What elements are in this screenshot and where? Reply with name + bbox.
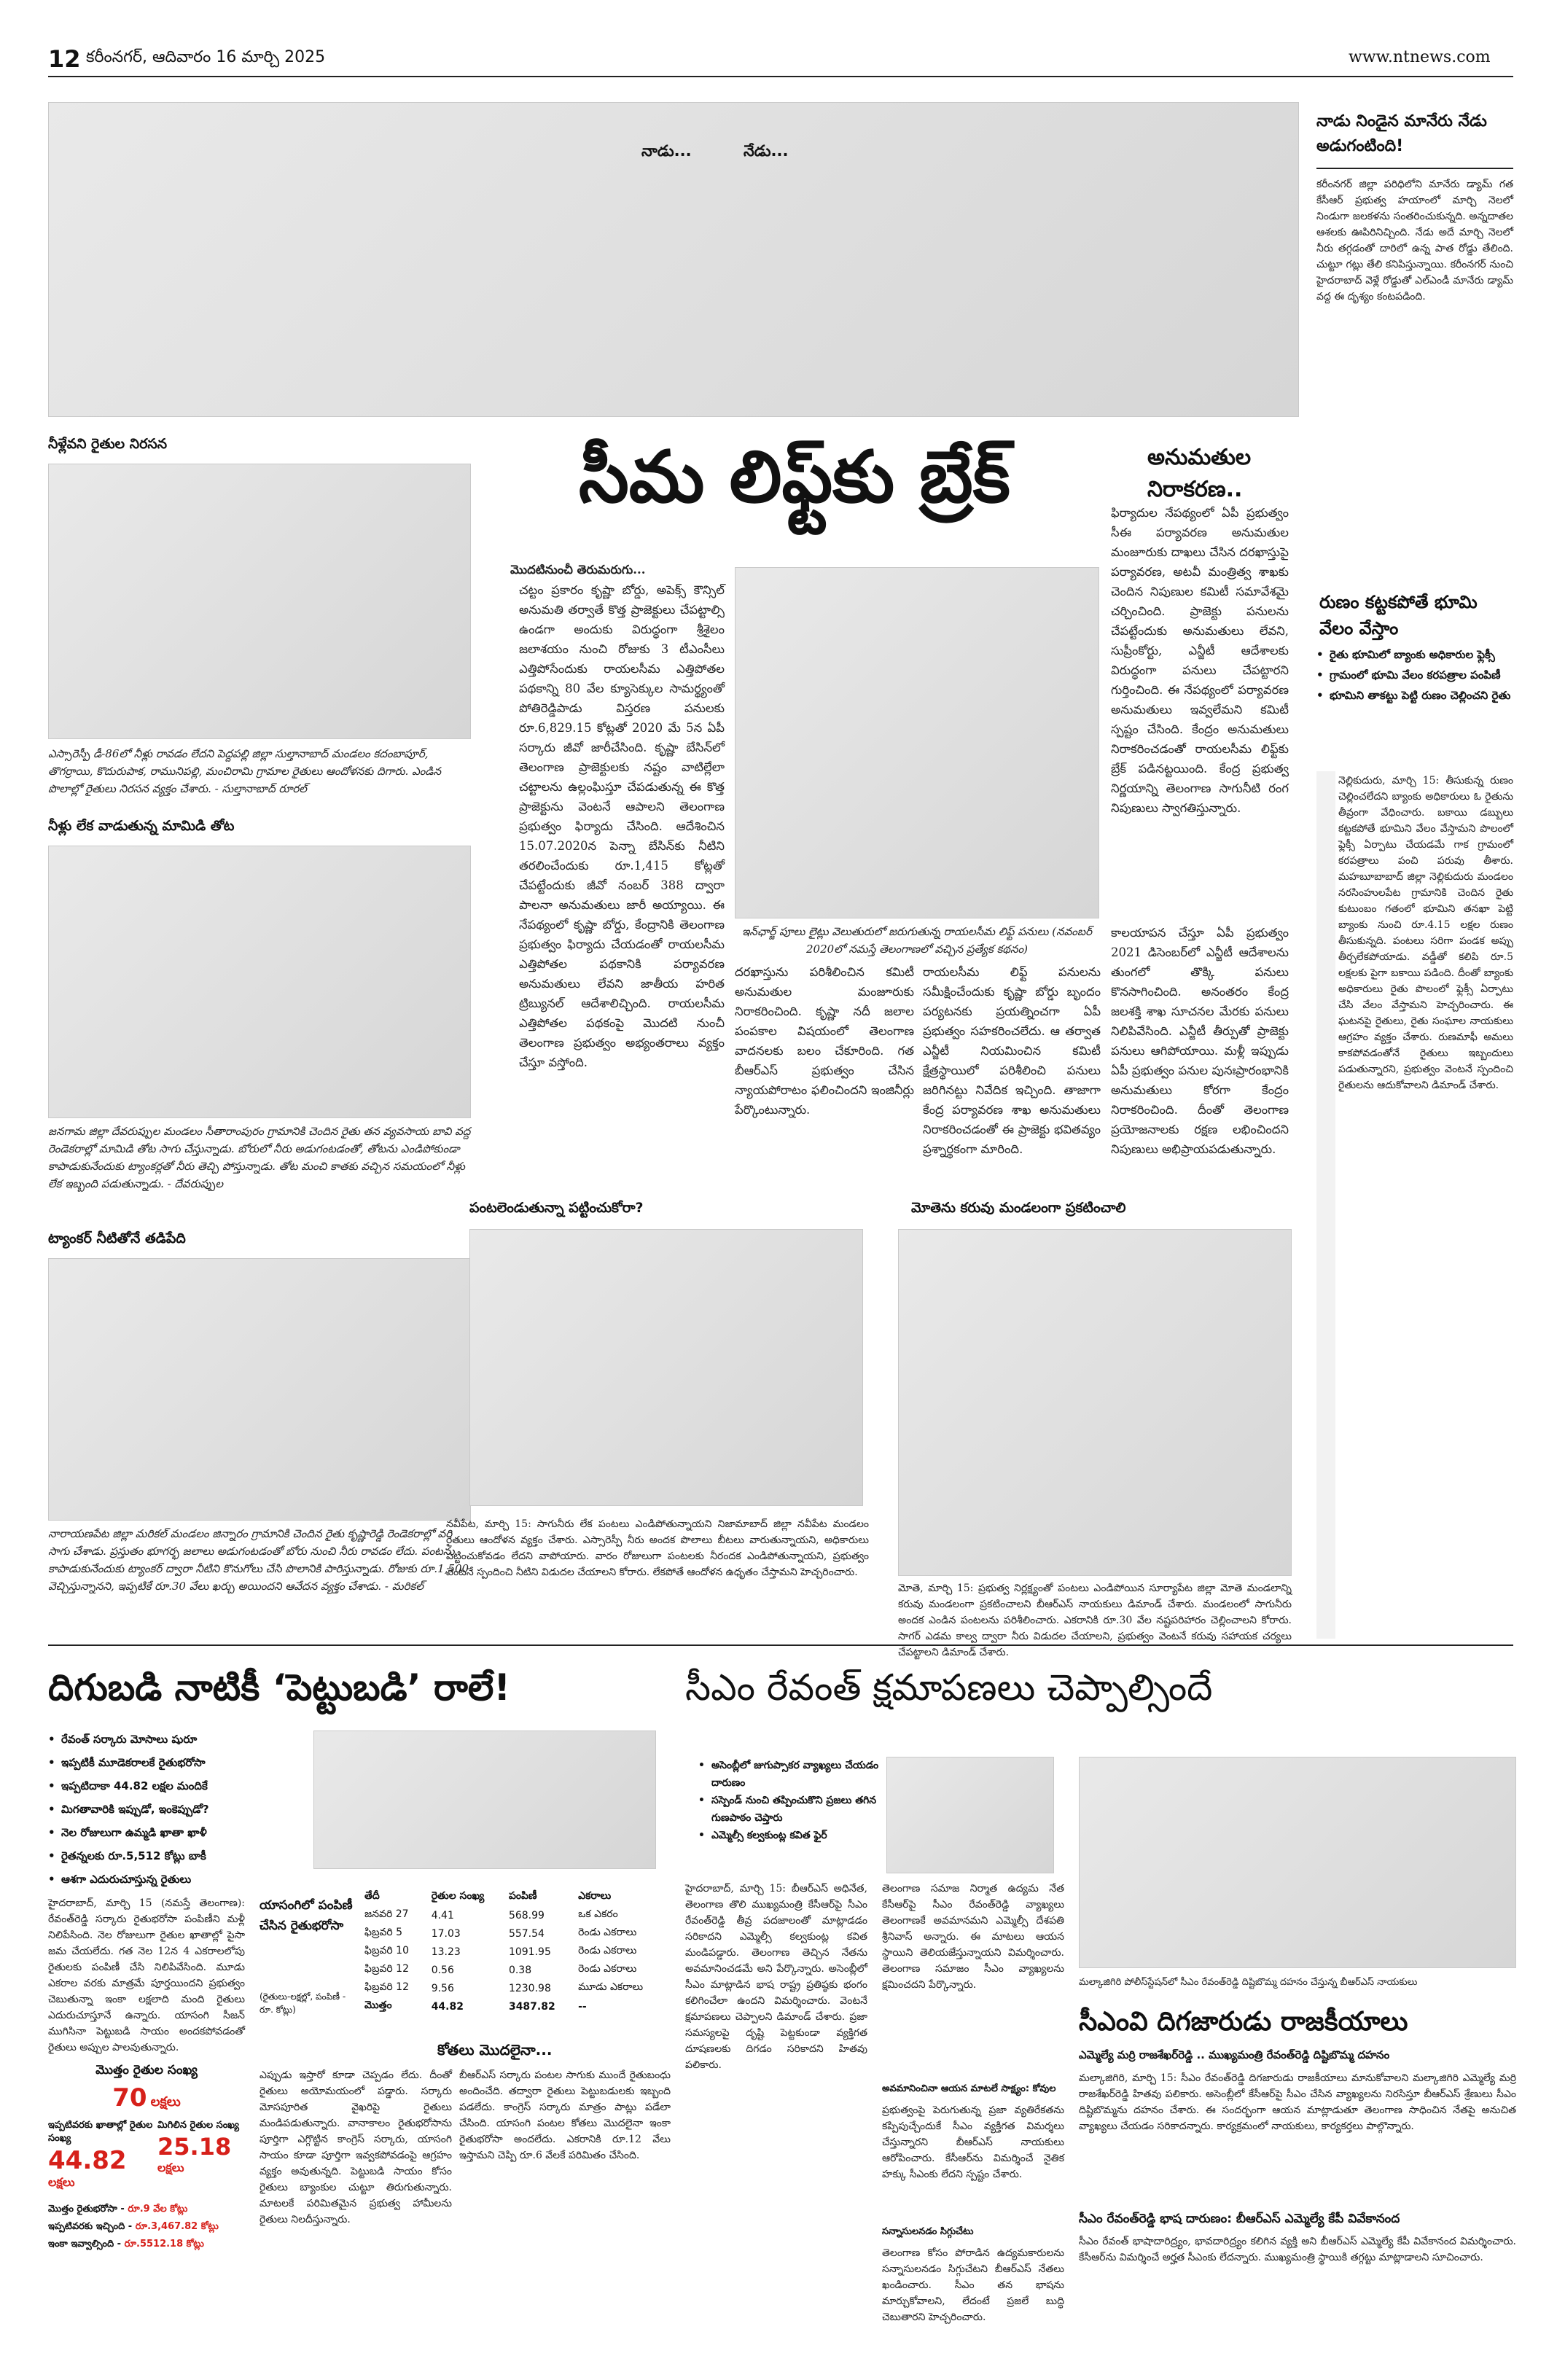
manair-text: కరీంనగర్ జిల్లా పరిధిలోని మానేరు డ్యామ్ గత కేసీఆర్ ప్రభుత్వ హయాంలో మార్చి నెలలో నిండుగా జలకళను సంతరించుకున్నది. అన్నదాతల ఆశలకు ఊపిరినిచ్చింది. నేడు అదే మార్చి నెలలో నీరు తగ్గడంతో దారిలో ఉన్న పాత రోడ్డు తేలింది. చుట్టూ గట్లు తేలి కనిపిస్తున్నాయి. కరీంనగర్ నుంచి హైదరాబాద్ వెళ్లే రోడ్డుతో ఎల్ఎండీ మానేరు డ్యామ్ వద్ద ఈ దృశ్యం కంటపడింది. — [1316, 179, 1513, 303]
table-cell: మూడు ఎకరాలు — [578, 1981, 644, 1993]
table-row — [360, 1979, 666, 1997]
stats-paid-unit: లక్షలు — [48, 2175, 75, 2189]
stats-box — [48, 2063, 245, 2365]
runam-photo — [1316, 771, 1335, 1639]
deshpati-text: తెలంగాణ సమాజ నిర్మాత ఉద్యమ నేత కేసీఆర్‌పై సీఎం రేవంత్‌రెడ్డి వ్యాఖ్యలు తెలంగాణకే అవమానమని ఎమ్మెల్సీ దేశపతి శ్రీనివాస్ అన్నారు. ఈ మాటలు ఆయన స్థాయిని తెలియజేస్తున్నాయని విమర్శించారు. తెలంగాణ సమాజం సీఎం వ్యాఖ్యలను క్షమించదని పేర్కొన్నారు. — [882, 1883, 1064, 1991]
tanker-photo — [48, 1258, 471, 1521]
digubadi-photo — [313, 1731, 656, 1869]
revanth-headline: సీఎం రేవంత్ క్షమాపణలు చెప్పాల్సిందే — [685, 1666, 1213, 1709]
runam-bullet: • రైతు భూమిలో బ్యాంకు అధికారుల ఫ్లెక్సీ — [1316, 644, 1515, 665]
table-cell: 4.41 — [431, 1909, 454, 1921]
stats-rem-label: మిగిలిన రైతుల సంఖ్య — [157, 2120, 239, 2131]
table-cell: ఒక ఎకరం — [578, 1908, 618, 1920]
manair-title: నాడు నిండైన మానేరు నేడు అడుగంటింది! — [1316, 112, 1487, 155]
stats-rem-unit: లక్షలు — [157, 2161, 184, 2174]
kovula-title: అవమానించినా ఆయన మాటలే సాక్ష్యం: కోవుల — [882, 2083, 1056, 2094]
table-cell: ఫిబ్రవరి 12 — [364, 1981, 409, 1993]
table-row — [360, 1961, 666, 1979]
main-subhead: అనుమతుల నిరాకరణ.. — [1147, 445, 1252, 502]
table-cell: ఫిబ్రవరి 10 — [364, 1945, 409, 1956]
site-url[interactable]: www.ntnews.com — [1349, 48, 1491, 66]
table-cell: 557.54 — [508, 1927, 545, 1940]
table-row — [360, 1924, 666, 1943]
side-label-tanker: ట్యాంకర్ నీటితోనే తడిపేది — [48, 1230, 186, 1246]
main-col4: దరఖాస్తును పరిశీలించిన కమిటీ అనుమతుల మంజూరుకు నిరాకరించింది. కృష్ణా నదీ జలాల పంపకాల విషయంలో తెలంగాణ వాదనలకు బలం చేకూరింది. గత బీఆర్ఎస్ ప్రభుత్వం చేసిన న్యాయపోరాటం ఫలించిందని ఇంజినీర్లు పేర్కొంటున్నారు. — [735, 965, 914, 1117]
digubadi-bullets — [48, 1728, 296, 1891]
stats-paid: 44.82 — [48, 2146, 127, 2175]
photo-label-now: నేడు... — [744, 142, 789, 160]
sanna-text: తెలంగాణ కోసం పోరాడిన ఉద్యమకారులను సన్నాసులనడం సిగ్గుచేటని బీఆర్ఎస్ నేతలు ఖండించారు. సీఎం తన భాషను మార్చుకోవాలని, లేదంటే ప్రజలే బుద్ధి చెబుతారని హెచ్చరించారు. — [882, 2247, 1064, 2323]
rajakeeya-headline: సీఎంవి దిగజారుడు రాజకీయాలు — [1079, 2007, 1408, 2037]
table-row — [360, 1943, 666, 1961]
table-cell: రెండు ఎకరాలు — [578, 1963, 637, 1975]
table-cell: రెండు ఎకరాలు — [578, 1945, 637, 1956]
side-label-pantalu: పంటలెండుతున్నా పట్టించుకోరా? — [469, 1200, 644, 1216]
header-rule — [48, 76, 1513, 77]
revanth-bullets — [698, 1757, 881, 1844]
stats-total: 70 — [112, 2083, 147, 2112]
revanth-text: హైదరాబాద్, మార్చి 15: బీఆర్ఎస్ అధినేత, తెలంగాణ తొలి ముఖ్యమంత్రి కేసీఆర్‌పై సీఎం రేవంత్‌రెడ్డి తీవ్ర పదజాలంతో మాట్లాడడం సరికాదని ఎమ్మెల్సీ కల్వకుంట్ల కవిత మండిపడ్డారు. తెలంగాణ తెచ్చిన నేతను అవమానించడమే అని పేర్కొన్నారు. అసెంబ్లీలో సీఎం మాట్లాడిన భాష రాష్ట్ర ప్రతిష్ఠకు భంగం కలిగించేలా ఉందని విమర్శించారు. వెంటనే క్షమాపణలు చెప్పాలని డిమాండ్ చేశారు. ప్రజా సమస్యలపై దృష్టి పెట్టకుండా వ్యక్తిగత దూషణలకు దిగడం సరికాదని హితవు పలికారు. — [685, 1883, 867, 2071]
runam-title: రుణం కట్టకపోతే భూమి వేలం వేస్తాం — [1319, 592, 1478, 639]
stats-paid-label: ఇప్పటివరకు ఖాతాల్లో రైతుల సంఖ్య — [48, 2120, 153, 2144]
table-cell: జనవరి 27 — [364, 1908, 409, 1920]
digubadi-text2: బీఆర్ఎస్ సర్కారు పంటల సాగుకు ముందే రైతుబంధు అందించేది. తద్వారా రైతులు పెట్టుబడులకు ఇబ్బంది పడలేదు. కాంగ్రెస్ సర్కారు మాత్రం పాట్లు పడేలా చేసింది. యాసంగి పంటల కోతలు మొదలైనా ఇంకా రైతుభరోసా అందలేదు. ఎకరానికి రూ.12 వేలు ఇస్తామని చెప్పి రూ.6 వేలకే పరిమితం చేసింది. — [459, 2069, 671, 2161]
digubadi-bullet: • ఇప్పటిదాకా 44.82 లక్షల మందికే — [48, 1774, 296, 1798]
mango-caption: జనగామ జిల్లా దేవరుప్పుల మండలం సీతారాంపురం గ్రామానికి చెందిన రైతు తన వ్యవసాయ బావి వద్ద రెండెకరాల్లో మామిడి తోట సాగు చేస్తున్నాడు. బోరులో నీరు అడుగంటడంతో, తోటను ఎండిపోకుండా కాపాడుకునేందుకు ట్యాంకర్లతో నీరు తెచ్చి పోస్తున్నాడు. తోట మంచి కాతకు వచ్చిన సమయంలో నీళ్లు లేక ఇబ్బంది పడుతున్నాడు. - దేవరుప్పుల — [48, 1125, 471, 1190]
digubadi-bullet: • రేవంత్ సర్కారు మోసాలు షురూ — [48, 1728, 296, 1751]
pantalu-text: నవీపేట, మార్చి 15: సాగునీరు లేక పంటలు ఎండిపోతున్నాయని నిజామాబాద్ జిల్లా నవీపేట మండలం రైతులు ఆందోళన వ్యక్తం చేశారు. ఎస్సారెస్పీ నీరు అందక పొలాలు బీటలు వారుతున్నాయని, అధికారులు పట్టించుకోవడం లేదని వాపోయారు. వారం రోజులుగా పంటలకు నీరందక ఎండిపోతున్నాయని, ప్రభుత్వం వెంటనే స్పందించి నీటిని విడుదల చేయాలని కోరారు. లేకపోతే ఆందోళన ఉధృతం చేస్తామని హెచ్చరించారు. — [446, 1518, 869, 1578]
tanker-caption: నారాయణపేట జిల్లా మరికల్ మండలం జిన్నారం గ్రామానికి చెందిన రైతు కృష్ణారెడ్డి రెండెకరాల్లో వరి సాగు చేశాడు. ప్రస్తుతం భూగర్భ జలాలు అడుగంటడంతో బోరు నుంచి నీరు రావడం లేదు. పంటను కాపాడుకునేందుకు ట్యాంకర్ ద్వారా నీటిని కొనుగోలు చేసి పొలానికి పారిస్తున్నాడు. రోజుకు రూ.1,500 వెచ్చిస్తున్నానని, ఇప్పటికే రూ.30 వేలు ఖర్చు అయిందని ఆవేదన వ్యక్తం చేశాడు. - మరికల్ — [48, 1527, 469, 1593]
vivek-title: సీఎం రేవంత్‌రెడ్డి భాష దారుణం: బీఆర్ఎస్ ఎమ్మెల్యే కేపీ వివేకానంద — [1079, 2212, 1400, 2226]
table-cell: మొత్తం — [364, 1999, 392, 2011]
table-cell: రెండు ఎకరాలు — [578, 1927, 637, 1938]
mothe-photo — [898, 1229, 1292, 1576]
side-label-nilla: నీళ్లేవని రైతుల నిరసన — [48, 436, 168, 452]
table-head: ఎకరాలు — [578, 1890, 612, 1902]
main-headline: సీమ లిఫ్ట్‌కు బ్రేక్ — [579, 436, 1010, 519]
photo-label-then: నాడు... — [641, 142, 692, 160]
kavitha-photo — [886, 1757, 1054, 1873]
effigy-photo — [1079, 1757, 1516, 1968]
rajakeeya-text: మల్కాజిగిరి, మార్చి 15: సీఎం రేవంత్‌రెడ్డి దిగజారుడు రాజకీయాలు మానుకోవాలని మల్కాజిగిరి ఎమ్మెల్యే మర్రి రాజశేఖర్‌రెడ్డి హితవు పలికారు. అసెంబ్లీలో కేసీఆర్‌పై సీఎం చేసిన వ్యాఖ్యలను నిరసిస్తూ బీఆర్ఎస్ శ్రేణులు సీఎం దిష్టిబొమ్మను దహనం చేశారు. ఈ సందర్భంగా ఆయన మాట్లాడుతూ తెలంగాణ సాధించిన నేతపై అనుచిత వ్యాఖ్యలు చేయడం సరికాదన్నారు. కార్యక్రమంలో నాయకులు, కార్యకర్తలు పాల్గొన్నారు. — [1079, 2072, 1516, 2132]
side-label-mothe: మోతెను కరువు మండలంగా ప్రకటించాలి — [911, 1200, 1126, 1216]
dateline: కరీంనగర్, ఆదివారం 16 మార్చి 2025 — [86, 48, 326, 66]
digubadi-bullet: • ఆశగా ఎదురుచూస్తున్న రైతులు — [48, 1868, 296, 1891]
table-head: పంపిణీ — [508, 1890, 537, 1902]
main-kicker: మొదటినుంచీ తెరుమరుగు... — [510, 563, 646, 577]
stats-rem: 25.18 — [157, 2133, 232, 2161]
digubadi-text1: హైదరాబాద్, మార్చి 15 (నమస్తే తెలంగాణ): రేవంత్‌రెడ్డి సర్కారు రైతుభరోసా పంపిణీని మళ్లీ నిలిపేసింది. నెల రోజులుగా రైతుల ఖాతాల్లో పైసా జమ చేయలేదు. గత నెల 12న 4 ఎకరాలలోపు రైతులకు పంపిణీ చేసి నిలిపివేసింది. మూడు ఎకరాల వరకు మాత్రమే పూర్తయిందని ప్రభుత్వం చెబుతున్నా ఇంకా లక్షలాది మంది రైతులు ఎదురుచూస్తూనే ఉన్నారు. యాసంగి సీజన్ ముగిసినా పెట్టుబడి సాయం అందకపోవడంతో రైతులు అప్పుల పాలవుతున్నారు. — [48, 1897, 245, 2053]
digubadi-bullet: • ఇప్పటికీ మూడెకరాలకే రైతుభరోసా — [48, 1751, 296, 1774]
runam-text: నెల్లికుదురు, మార్చి 15: తీసుకున్న రుణం చెల్లించలేదని బ్యాంకు అధికారులు ఓ రైతును తీవ్రంగా వేధించారు. బకాయి డబ్బులు కట్టకపోతే భూమిని వేలం వేస్తామని పొలంలో ఫ్లెక్సీ ఏర్పాటు చేయడమే గాక గ్రామంలో కరపత్రాలు పంచి పరువు తీశారు. మహబూబాబాద్ జిల్లా నెల్లికుదురు మండలం నరసింహులపేట గ్రామానికి చెందిన రైతు కుటుంబం గతంలో భూమిని తనఖా పెట్టి బ్యాంకు నుంచి రూ.4.15 లక్షల రుణం తీసుకున్నది. పంటలు సరిగా పండక అప్పు తీర్చలేకపోయాడు. వడ్డీతో కలిపి రూ.5 లక్షలకు పైగా బకాయి పడింది. దీంతో బ్యాంకు అధికారులు రైతు పొలంలో ఫ్లెక్సీ ఏర్పాటు చేసి వేలం వేస్తామని హెచ్చరించారు. ఈ ఘటనపై రైతులు, రైతు సంఘాల నాయకులు ఆగ్రహం వ్యక్తం చేశారు. రుణమాఫీ అమలు కాకపోవడంతోనే రైతులు ఇబ్బందులు పడుతున్నారని, ప్రభుత్వం వెంటనే స్పందించి రైతులను ఆదుకోవాలని డిమాండ్ చేశారు. — [1338, 775, 1513, 1091]
digubadi-bullet: • నెల రోజులుగా ఉమ్మడి ఖాతా ఖాళీ — [48, 1821, 296, 1844]
lift-photo — [735, 567, 1099, 918]
stats-total-label: మొత్తం రైతుల సంఖ్య — [95, 2063, 198, 2077]
table-cell: 0.56 — [431, 1964, 454, 1976]
table-row — [360, 1997, 666, 2016]
page-number: 12 — [48, 45, 81, 73]
table-cell: 568.99 — [508, 1909, 545, 1921]
revanth-bullet: • సస్పెండ్ నుంచి తప్పించుకొని ప్రజలు తగిన గుణపాఠం చెప్తారు — [698, 1792, 881, 1827]
table-cell: 0.38 — [508, 1964, 532, 1976]
kovula-text: ప్రభుత్వంపై పెరుగుతున్న ప్రజా వ్యతిరేకతను కప్పిపుచ్చేందుకే సీఎం వ్యక్తిగత విమర్శలు చేస్తున్నారని బీఆర్ఎస్ నాయకులు ఆరోపించారు. కేసీఆర్‌ను విమర్శించే నైతిక హక్కు సీఎంకు లేదని స్పష్టం చేశారు. — [882, 2104, 1064, 2180]
protest-photo — [48, 464, 471, 739]
table-cell: ఫిబ్రవరి 12 — [364, 1963, 409, 1975]
table-cell: 13.23 — [431, 1946, 461, 1958]
main-col2: ఫిర్యాదుల నేపథ్యంలో ఏపీ ప్రభుత్వం సీఈ పర్యావరణ అనుమతుల మంజూరుకు దాఖలు చేసిన దరఖాస్తుపై పర్యావరణ, అటవీ మంత్రిత్వ శాఖకు చెందిన నిపుణుల కమిటీ సమావేశమై చర్చించింది. ప్రాజెక్టు పనులను చేపట్టేందుకు అనుమతులు లేవని, సుప్రీంకోర్టు, ఎన్జీటీ ఆదేశాలకు విరుద్ధంగా పనులు చేపట్టారని గుర్తించింది. ఈ నేపథ్యంలో పర్యావరణ అనుమతులు ఇవ్వలేమని కమిటీ స్పష్టం చేసింది. కేంద్రం అనుమతులు నిరాకరించడంతో రాయలసీమ లిఫ్ట్‌కు బ్రేక్ పడినట్టయింది. కేంద్ర ప్రభుత్వ నిర్ణయాన్ని తెలంగాణ సాగునీటి రంగ నిపుణులు స్వాగతిస్తున్నారు. — [1111, 506, 1289, 815]
protest-caption: ఎస్సారెస్పీ డీ-86లో నీళ్లు రావడం లేదని పెద్దపల్లి జిల్లా సుల్తానాబాద్ మండలం కదంబాపూర్, తొగర్రాయి, కొదురుపాక, రామునిపల్లి, మంచిరామి గ్రామాల రైతులు ఆందోళనకు దిగారు. ఎండిన పొలాల్లో రైతులు నిరసన వ్యక్తం చేశారు. - సుల్తానాబాద్ రూరల్ — [48, 747, 442, 795]
stats-paid-amt-label: ఇప్పటివరకు ఇచ్చింది - — [48, 2221, 133, 2232]
table-cell: 44.82 — [431, 2000, 464, 2013]
main-col3: కాలయాపన చేస్తూ ఏపీ ప్రభుత్వం 2021 డిసెంబర్‌లో ఎన్జీటీ ఆదేశాలను తుంగలో తొక్కి పనులు కొనసాగించింది. అనంతరం కేంద్ర జలశక్తి శాఖ సూచనల మేరకు పనులు నిలిపివేసింది. ఎన్జీటీ తీర్పుతో ప్రాజెక్టు పనులు ఆగిపోయాయి. మళ్లీ ఇప్పుడు ఏపీ ప్రభుత్వం పనుల పునఃప్రారంభానికి అనుమతులు కోరగా కేంద్రం నిరాకరించింది. దీంతో తెలంగాణ ప్రయోజనాలకు రక్షణ లభించిందని నిపుణులు అభిప్రాయపడుతున్నారు. — [1111, 926, 1289, 1156]
main-col5: రాయలసీమ లిఫ్ట్ పనులను సమీక్షించేందుకు కృష్ణా బోర్డు బృందం పర్యటనకు ప్రయత్నించగా ఏపీ ప్రభుత్వం సహకరించలేదు. ఆ తర్వాత ఎన్జీటీ నియమించిన కమిటీ క్షేత్రస్థాయిలో పరిశీలించి పనులు జరిగినట్టు నివేదిక ఇచ్చింది. తాజాగా కేంద్ర పర్యావరణ శాఖ అనుమతులు నిరాకరించడంతో ఈ ప్రాజెక్టు భవితవ్యం ప్రశ్నార్థకంగా మారింది. — [923, 965, 1101, 1156]
rajakeeya-sub: ఎమ్మెల్యే మర్రి రాజశేఖర్‌రెడ్డి .. ముఖ్యమంత్రి రేవంత్‌రెడ్డి దిష్టిబొమ్మ దహనం — [1079, 2048, 1390, 2061]
table-title: యాసంగిలో పంపిణీ చేసిన రైతుభరోసా — [260, 1898, 353, 1933]
mothe-text: మోతె, మార్చి 15: ప్రభుత్వ నిర్లక్ష్యంతో పంటలు ఎండిపోయిన సూర్యాపేట జిల్లా మోతె మండలాన్ని కరువు మండలంగా ప్రకటించాలని బీఆర్ఎస్ నాయకులు డిమాండ్ చేశారు. మండలంలో సాగునీరు అందక ఎండిన పంటలను పరిశీలించారు. ఎకరానికి రూ.30 వేల నష్టపరిహారం చెల్లించాలని కోరారు. సాగర్ ఎడమ కాల్వ ద్వారా నీరు విడుదల చేయాలని, ప్రభుత్వం వెంటనే కరువు సహాయక చర్యలు చేపట్టాలని డిమాండ్ చేశారు. — [898, 1583, 1292, 1658]
runam-bullets — [1316, 644, 1515, 706]
vivek-text: సీఎం రేవంత్ భాషాదారిద్ర్యం, భావదారిద్ర్యం కలిగిన వ్యక్తి అని బీఆర్ఎస్ ఎమ్మెల్యే కేపీ వివేకానంద విమర్శించారు. కేసీఆర్‌ను విమర్శించే అర్హత సీఎంకు లేదన్నారు. ముఖ్యమంత్రి స్థాయికి తగ్గట్టు మాట్లాడాలని సూచించారు. — [1079, 2236, 1516, 2263]
lift-caption: ఇన్‌ఛార్జ్ పూలు లైట్లు వెలుతురులో జరుగుతున్న రాయలసీమ లిఫ్ట్ పనులు (నవంబర్ 2020లో నమస్తే తెలంగాణలో వచ్చిన ప్రత్యేక కథనం) — [741, 925, 1093, 956]
revanth-bullet: • అసెంబ్లీలో జుగుప్సాకర వ్యాఖ్యలు చేయడం దారుణం — [698, 1757, 881, 1792]
mango-photo — [48, 846, 471, 1118]
table-head: తేదీ — [364, 1890, 380, 1902]
digubadi-bullet: • రైతన్నలకు రూ.5,512 కోట్లు బాకీ — [48, 1844, 296, 1868]
kothalu-title: కోతలు మొదలైనా... — [437, 2041, 553, 2059]
table-cell: 17.03 — [431, 1927, 461, 1940]
table-cell: 1230.98 — [508, 1982, 551, 1994]
effigy-caption: మల్కాజిగిరి పోలీస్‌స్టేషన్‌లో సీఎం రేవంత్‌రెడ్డి దిష్టిబొమ్మ దహనం చేస్తున్న బీఆర్ఎస్ నాయకులు — [1079, 1977, 1418, 1988]
digubadi-headline: దిగుబడి నాటికీ ‘పెట్టుబడి’ రాలే! — [48, 1666, 511, 1709]
sanna-title: సన్నాసులనడం సిగ్గుచేటు — [882, 2226, 974, 2237]
table-cell: 9.56 — [431, 1982, 454, 1994]
stats-due-amt-label: ఇంకా ఇవ్వాల్సింది - — [48, 2239, 122, 2250]
table-cell: 3487.82 — [508, 2000, 555, 2013]
rythu-table — [360, 1888, 666, 2016]
table-cell: 1091.95 — [508, 1946, 551, 1958]
table-row — [360, 1906, 666, 1924]
manair-rule — [1316, 168, 1513, 169]
table-cell: ఫిబ్రవరి 5 — [364, 1927, 403, 1938]
stats-total-unit: లక్షలు — [150, 2094, 181, 2110]
stats-total-amt: రూ.9 వేల కోట్లు — [128, 2204, 188, 2215]
runam-bullet: • గ్రామంలో భూమి వేలం కరపత్రాల పంపిణీ — [1316, 665, 1515, 685]
side-label-nillaleka: నీళ్లు లేక వాడుతున్న మామిడి తోట — [48, 818, 235, 834]
runam-bullet: • భూమిని తాకట్టు పెట్టి రుణం చెల్లించని రైతు — [1316, 685, 1515, 706]
pantalu-photo — [469, 1229, 863, 1506]
mid-rule — [48, 1644, 1513, 1646]
table-cell: -- — [578, 2000, 587, 2013]
stats-paid-amt: రూ.3,467.82 కోట్లు — [135, 2221, 219, 2232]
revanth-bullet: • ఎమ్మెల్సీ కల్వకుంట్ల కవిత ఫైర్ — [698, 1827, 881, 1844]
table-note: (రైతులు-లక్షల్లో, పంపిణీ - రూ. కోట్లు) — [260, 1991, 346, 2015]
main-col1: చట్టం ప్రకారం కృష్ణా బోర్డు, అపెక్స్ కౌన్సిల్ అనుమతి తర్వాతే కొత్త ప్రాజెక్టులు చేపట్టాల్సి ఉండగా అందుకు విరుద్ధంగా శ్రీశైలం జలాశయం నుంచి రోజుకు 3 టీఎంసీలు ఎత్తిపోసేందుకు రాయలసీమ ఎత్తిపోతల పథకాన్ని 80 వేల క్యూసెక్కుల సామర్థ్యంతో పోతిరెడ్డిపాడు విస్తరణ పనులకు రూ.6,829.15 కోట్లతో 2020 మే 5న ఏపీ సర్కారు జీవో జారీచేసింది. కృష్ణా బేసిన్‌లో తెలంగాణ ప్రాజెక్టులకు నష్టం వాటిల్లేలా చట్టాలను ఉల్లంఘిస్తూ చేపడుతున్న ఈ కొత్త ప్రాజెక్టును వెంటనే ఆపాలని తెలంగాణ ప్రభుత్వం ఫిర్యాదు చేసింది. ఆదేశించిన 15.07.2020న పెన్నా బేసిన్‌కు నీటిని తరలించేందుకు రూ.1,415 కోట్లతో చేపట్టేందుకు జీవో నంబర్ 388 ద్వారా పాలనా అనుమతులు జారీ అయ్యాయి. ఈ నేపథ్యంలో కృష్ణా బోర్డు, కేంద్రానికి తెలంగాణ ప్రభుత్వం ఫిర్యాదు చేయడంతో రాయలసీమ ఎత్తిపోతల పథకానికి పర్యావరణ అనుమతులు లేవని జాతీయ హరిత ట్రిబ్యునల్ ఆదేశాలిచ్చింది. రాయలసీమ ఎత్తిపోతల పథకంపై మొదటి నుంచీ తెలంగాణ ప్రభుత్వం అభ్యంతరాలు వ్యక్తం చేస్తూ వస్తోంది. — [519, 583, 725, 1069]
stats-total-amt-label: మొత్తం రైతుభరోసా - — [48, 2204, 125, 2215]
digubadi-text3: ఎప్పుడు ఇస్తారో కూడా చెప్పడం లేదు. దీంతో రైతులు అయోమయంలో పడ్డారు. సర్కారు మోసపూరిత వైఖరిపై రైతులు మండిపడుతున్నారు. వానాకాలం రైతుభరోసాను పూర్తిగా ఎగ్గొట్టిన కాంగ్రెస్ సర్కారు, యాసంగి సాయం కూడా పూర్తిగా ఇవ్వకపోవడంపై ఆగ్రహం వ్యక్తం అవుతున్నది. పెట్టుబడి సాయం కోసం రైతులు బ్యాంకుల చుట్టూ తిరుగుతున్నారు. మాటలకే పరిమితమైన ప్రభుత్వ హామీలను రైతులు నిలదీస్తున్నారు. — [260, 2069, 452, 2225]
table-head: రైతుల సంఖ్య — [431, 1890, 485, 1902]
stats-due-amt: రూ.5512.18 కోట్లు — [124, 2239, 204, 2250]
digubadi-bullet: • మిగతావారికి ఇప్పుడో, ఇంకెప్పుడో? — [48, 1798, 296, 1821]
